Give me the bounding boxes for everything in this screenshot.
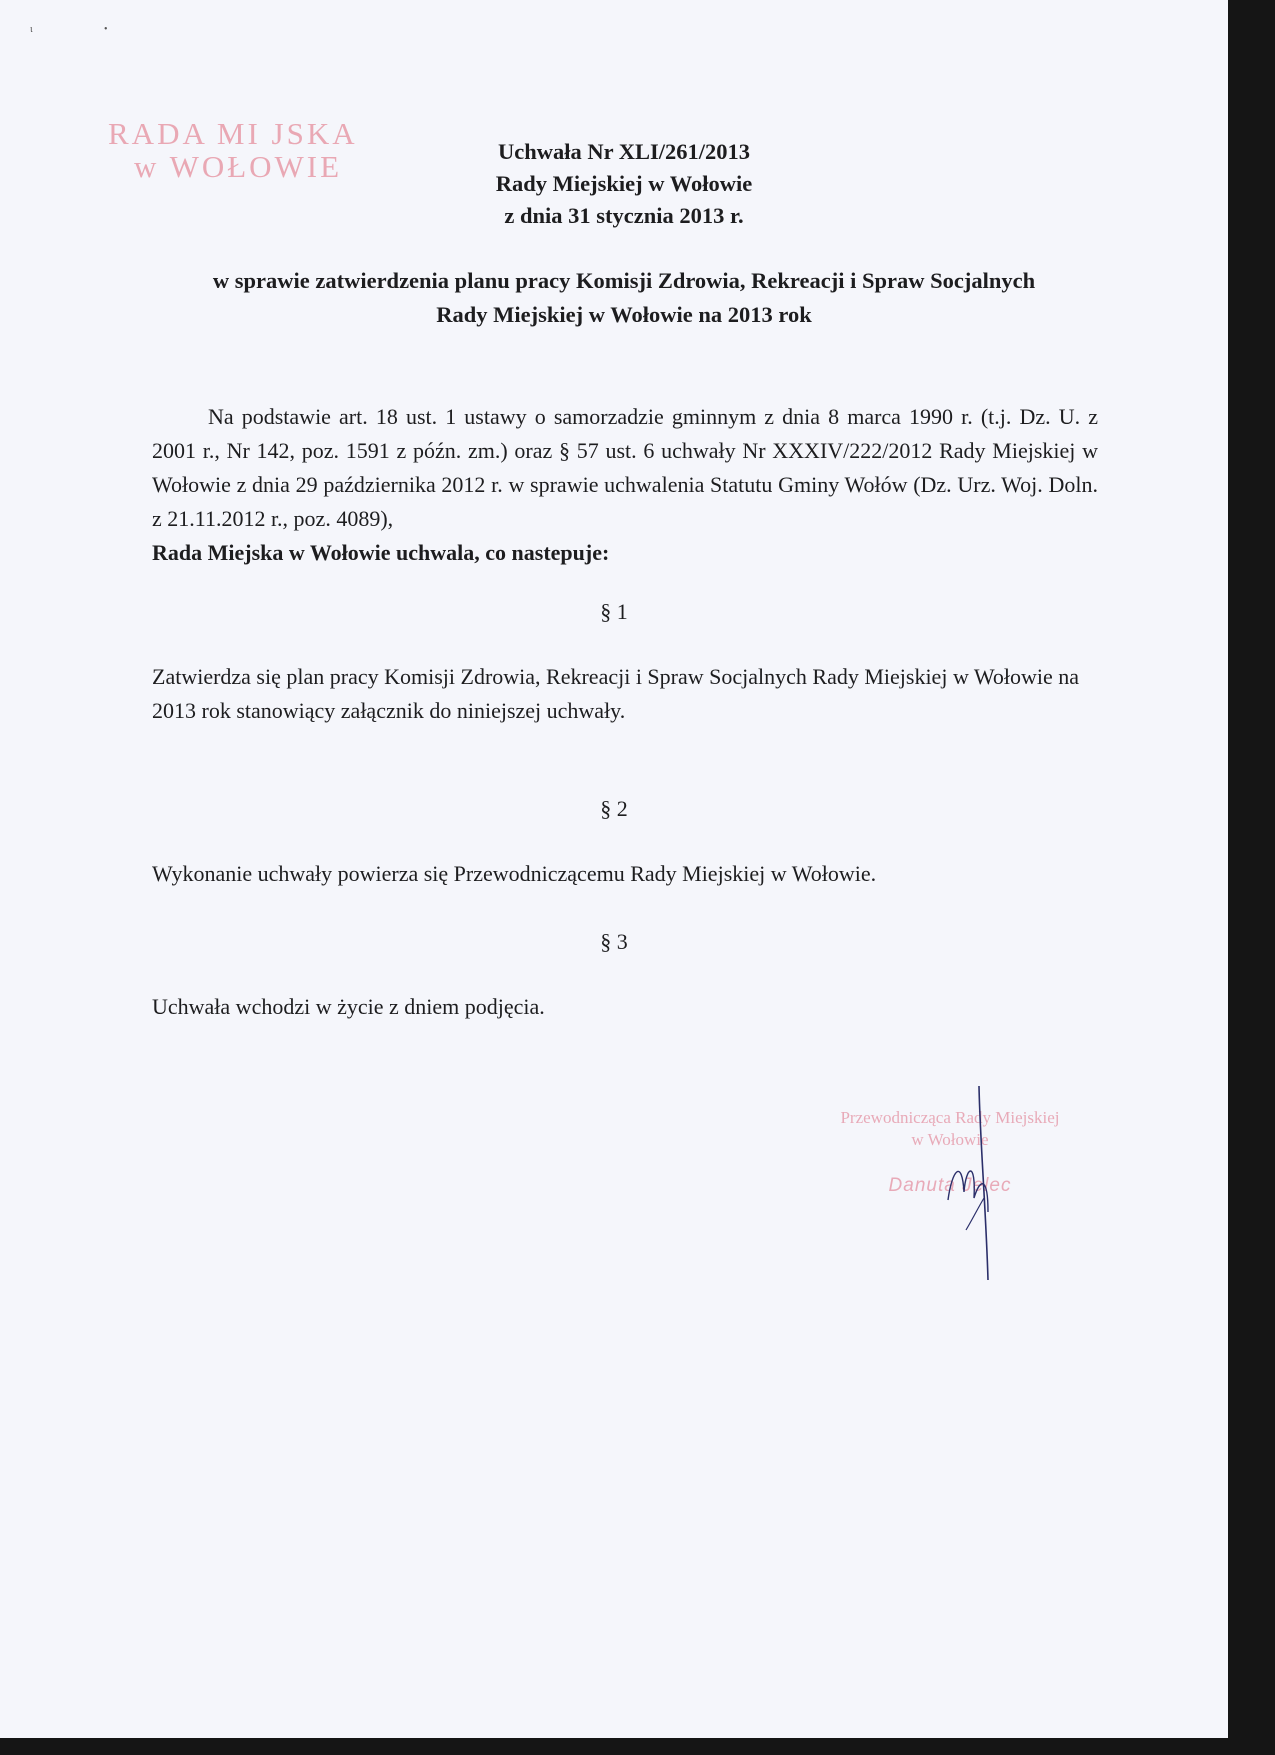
section-1-text: Zatwierdza się plan pracy Komisji Zdrowia, Rekreacji i Spraw Socjalnych Rady Miejskiej w Wołowie na 2013 rok stanowiący załącznik do niniejszej uchwały. [152, 664, 1080, 723]
section-2-heading: § 2 [600, 796, 628, 821]
signature-stroke [979, 1086, 988, 1280]
chairperson-role: Przewodnicząca Rady Miejskiej [840, 1108, 1060, 1127]
chairperson-place: w Wołowie [911, 1130, 989, 1149]
subject-line-1: w sprawie zatwierdzenia planu pracy Komisji Zdrowia, Rekreacji i Spraw Socjalnych [212, 268, 1036, 293]
scan-mark: ι [30, 24, 33, 35]
scan-marks [30, 24, 108, 35]
signature-stroke [966, 1198, 984, 1230]
section-2-text: Wykonanie uchwały powierza się Przewodniczącemu Rady Miejskiej w Wołowie. [152, 861, 877, 886]
handwritten-signature [928, 1080, 1048, 1290]
resolution-clause: Rada Miejska w Wołowie uchwala, co nastepuje: [152, 540, 610, 565]
resolution-date: z dnia 31 stycznia 2013 r. [504, 203, 744, 228]
resolution-issuer: Rady Miejskiej w Wołowie [495, 171, 753, 196]
stamp-line-2: w WOŁOWIE [134, 148, 343, 184]
resolution-subject [140, 264, 1108, 332]
scan-mark: • [104, 24, 108, 35]
section-1-heading: § 1 [600, 599, 628, 624]
stamp-line-1: RADA MI JSKA [108, 116, 358, 151]
subject-line-2: Rady Miejskiej w Wołowie na 2013 rok [436, 302, 812, 327]
section-3-text: Uchwała wchodzi w życie z dniem podjęcia. [152, 994, 545, 1019]
chairperson-name: Danuta Jelec [888, 1175, 1012, 1196]
section-3-heading: § 3 [600, 929, 628, 954]
resolution-title: Uchwała Nr XLI/261/2013 [497, 139, 751, 164]
legal-basis [152, 400, 1098, 570]
legal-basis-text: Na podstawie art. 18 ust. 1 ustawy o samorzadzie gminnym z dnia 8 marca 1990 r. (t.j. Dz. U. z 2001 r., Nr 142, poz. 1591 z późn. zm.) oraz § 57 ust. 6 uchwały Nr XXXIV/222/2012 Rady Miejskiej w Wołowie z dnia 29 października 2012 r. w sprawie uchwalenia Statutu Gminy Wołów (Dz. Urz. Woj. Doln. z 21.11.2012 r., poz. 4089), [152, 404, 1098, 531]
signature-stroke [948, 1171, 988, 1212]
resolution-header [300, 136, 948, 232]
